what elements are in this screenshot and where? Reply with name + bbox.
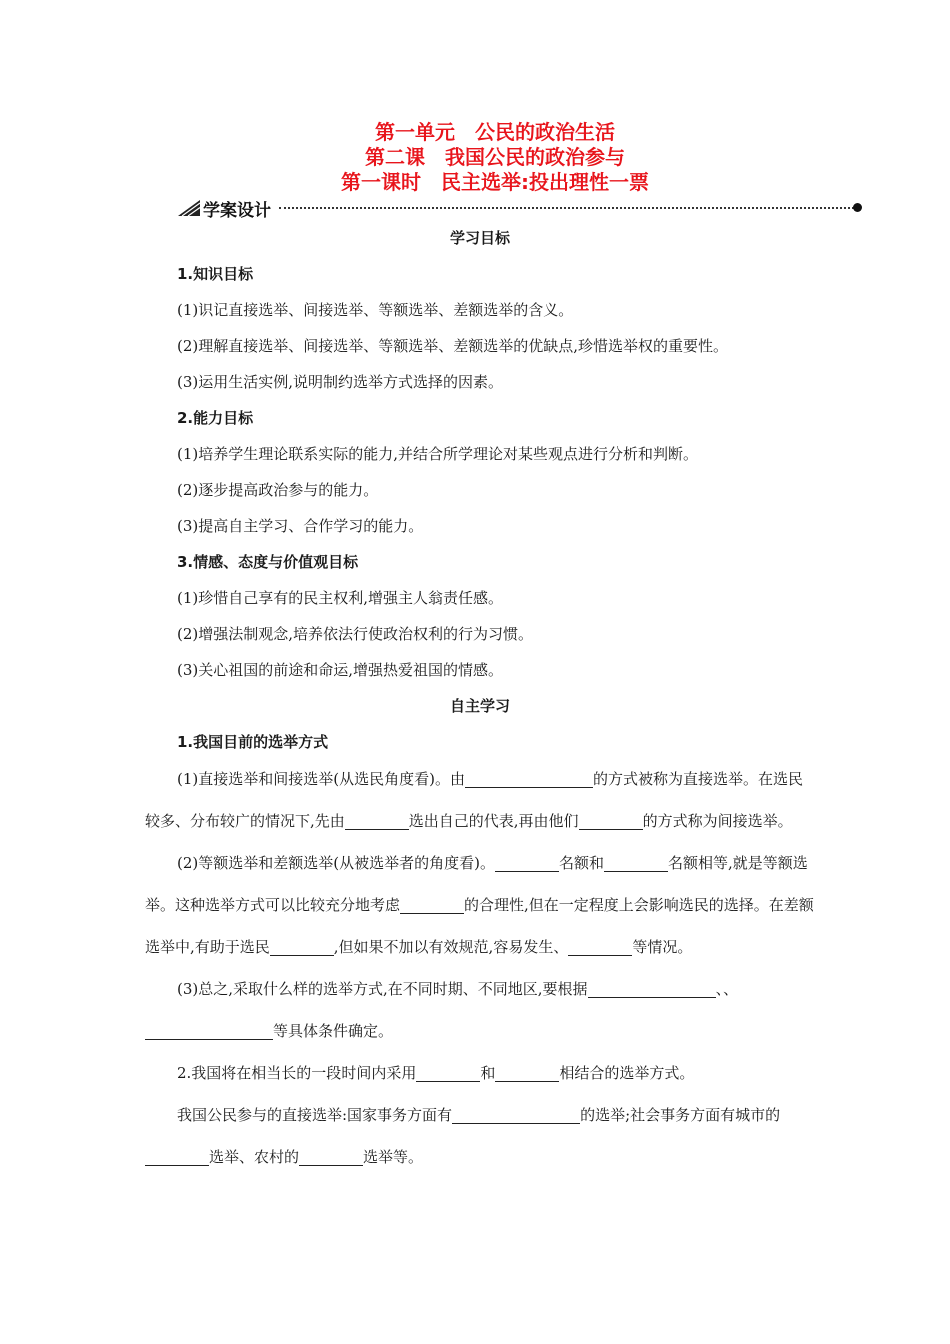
fill-blank[interactable]: [588, 979, 716, 998]
objective-item: (3)关心祖国的前途和命运,增强热爱祖国的情感。: [177, 661, 504, 679]
dotted-rule: [279, 207, 858, 209]
objective-item: (3)运用生活实例,说明制约选举方式选择的因素。: [177, 373, 504, 391]
paragraph-direct-elections: 我国公民参与的直接选举:国家事务方面有 的选举;社会事务方面有城市的选举、农村的 选举等。: [145, 1094, 815, 1178]
lesson-title: 第二课 我国公民的政治参与: [365, 145, 625, 169]
section-triangle-icon: [178, 200, 200, 216]
subsection-title: 1.我国目前的选举方式: [177, 733, 329, 751]
group-title: 3.情感、态度与价值观目标: [177, 553, 359, 571]
objective-item: (3)提高自主学习、合作学习的能力。: [177, 517, 424, 535]
self-study-heading: 自主学习: [449, 697, 510, 715]
fill-blank[interactable]: [145, 1147, 209, 1166]
objective-item: (2)逐步提高政治参与的能力。: [177, 481, 379, 499]
lesson-titles: [0, 120, 950, 195]
paragraph-equal-competitive: (2)等额选举和差额选举(从被选举者的角度看)。 名额和 名额相等,就是等额选举。这种选举方式可以比较充分地考虑 的合理性,但在一定程度上会影响选民的选择。在差额选举中,有助于选民 ,但如果不加以有效规范,容易发生、 等情况。: [145, 854, 814, 956]
objective-item: (2)增强法制观念,培养依法行使政治权利的行为习惯。: [177, 625, 534, 643]
paragraph-direct-indirect: (1)直接选举和间接选举(从选民角度看)。由 的方式被称为直接选举。在选民较多、分布较广的情况下,先由 选出自己的代表,再由他们 的方式称为间接选举。: [145, 770, 803, 830]
group-title: 1.知识目标: [177, 265, 254, 283]
fill-blank[interactable]: [568, 937, 632, 956]
fill-blank[interactable]: [579, 811, 643, 830]
objective-item: (1)识记直接选举、间接选举、等额选举、差额选举的含义。: [177, 301, 574, 319]
fill-blank[interactable]: [345, 811, 409, 830]
objectives-heading: 学习目标: [449, 229, 510, 247]
content: [145, 226, 815, 1178]
fill-blank[interactable]: [465, 769, 593, 788]
paragraph-conditions: (3)总之,采取什么样的选举方式,在不同时期、不同地区,要根据 、、等具体条件确定。: [145, 968, 815, 1052]
fill-blank[interactable]: [495, 853, 559, 872]
fill-blank[interactable]: [400, 895, 464, 914]
fill-blank[interactable]: [270, 937, 334, 956]
fill-blank[interactable]: [145, 1021, 273, 1040]
objective-item: (2)理解直接选举、间接选举、等额选举、差额选举的优缺点,珍惜选举权的重要性。: [177, 337, 729, 355]
rule-end-dot: [853, 203, 862, 212]
objective-item: (1)培养学生理论联系实际的能力,并结合所学理论对某些观点进行分析和判断。: [177, 445, 699, 463]
paragraph-combined-method: 2.我国将在相当长的一段时间内采用 和 相结合的选举方式。: [177, 1064, 695, 1082]
period-title: 第一课时 民主选举:投出理性一票: [341, 170, 649, 194]
fill-blank[interactable]: [299, 1147, 363, 1166]
fill-blank[interactable]: [416, 1063, 480, 1082]
section-label: 学案设计: [203, 200, 271, 221]
fill-blank[interactable]: [604, 853, 668, 872]
group-title: 2.能力目标: [177, 409, 254, 427]
section-bar: [178, 196, 858, 220]
objective-item: (1)珍惜自己享有的民主权利,增强主人翁责任感。: [177, 589, 504, 607]
fill-blank[interactable]: [495, 1063, 559, 1082]
unit-title: 第一单元 公民的政治生活: [375, 120, 615, 144]
fill-blank[interactable]: [452, 1105, 580, 1124]
